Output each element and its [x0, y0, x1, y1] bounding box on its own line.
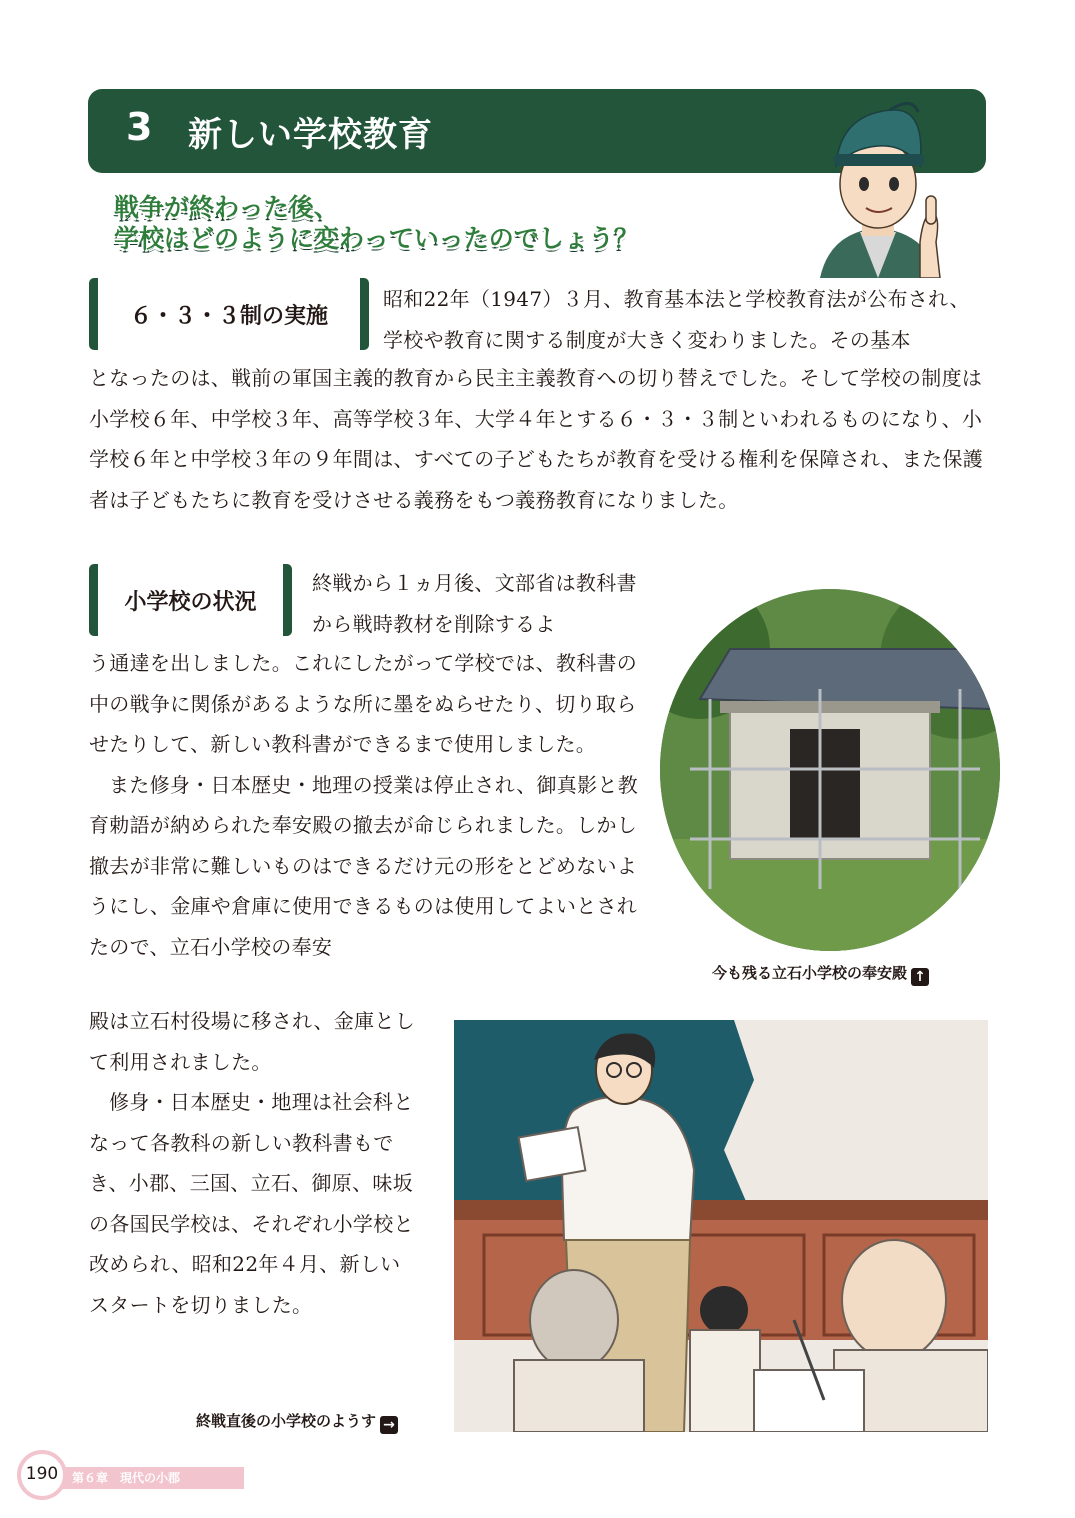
page-number: 190 — [25, 1464, 59, 1484]
illustration-caption-text: 終戦直後の小学校のようす — [196, 1412, 377, 1430]
paragraph-633-lead: 昭和22年（1947）３月、教育基本法と学校教育法が公布され、学校や教育に関する制度が大きく変わりました。その基本 — [383, 287, 970, 352]
subheading-elementary-school: 小学校の状況 — [89, 564, 292, 636]
mascot-illustration — [800, 92, 956, 278]
paragraph-elementary-continued — [89, 1001, 419, 1325]
hoanden-photo — [660, 589, 1000, 951]
question-line-2: 学校はどのように変わっていったのでしょう？ — [114, 224, 639, 253]
paragraph-elementary-block — [89, 643, 649, 967]
footer-chapter: 第６章 現代の小郡 — [72, 1471, 181, 1485]
paragraph-elementary-lead: 終戦から１ヵ月後、文部省は教科書から戦時教材を削除するよ — [312, 571, 637, 636]
section-title: 新しい学校教育 — [188, 115, 433, 155]
paragraph-elementary-body-2: また修身・日本歴史・地理の授業は停止され、御真影と教育勅語が納められた奉安殿の撤去が命じられました。しかし撤去が非常に難しいものはできるだけ元の形をとどめないようにし、金庫や倉庫に使用できるものは使用してよいとされたので、立石小学校の奉安 — [89, 772, 638, 959]
paragraph-633-body: となったのは、戦前の軍国主義的教育から民主主義教育への切り替えでした。そして学校の制度は小学校６年、中学校３年、高等学校３年、大学４年とする６・３・３制といわれるものになり、小学校６年と中学校３年の９年間は、すべての子どもたちが教育を受ける権利を保障され、また保護者は子どもたちに教育を受けさせる義務をもつ義務教育になりました。 — [89, 366, 983, 512]
section-number: 3 — [126, 105, 153, 149]
photo-caption — [712, 962, 972, 986]
photo-caption-text: 今も残る立石小学校の奉安殿 — [712, 964, 908, 982]
arrow-up-icon: ↑ — [911, 968, 929, 986]
section-question — [114, 192, 734, 254]
subheading-633-system: ６・３・３制の実施 — [89, 278, 369, 350]
paragraph-elementary-body-3: 殿は立石村役場に移され、金庫として利用されました。 — [89, 1009, 415, 1074]
classroom-illustration-graphic — [454, 1020, 988, 1432]
illustration-caption — [196, 1410, 436, 1434]
paragraph-elementary-body-1: う通達を出しました。これにしたがって学校では、教科書の中の戦争に関係があるような所に墨をぬらせたり、切り取らせたりして、新しい教科書ができるまで使用しました。 — [89, 651, 638, 756]
question-line-1: 戦争が終わった後、 — [114, 193, 339, 222]
classroom-illustration — [454, 1020, 988, 1432]
arrow-right-icon: → — [380, 1416, 398, 1434]
paragraph-elementary-body-4: 修身・日本歴史・地理は社会科となって各教科の新しい教科書もでき、小郡、三国、立石、御原、味坂の各国民学校は、それぞれ小学校と改められ、昭和22年４月、新しいスタートを切りました。 — [89, 1090, 414, 1317]
hoanden-photo-graphic — [660, 589, 1000, 951]
